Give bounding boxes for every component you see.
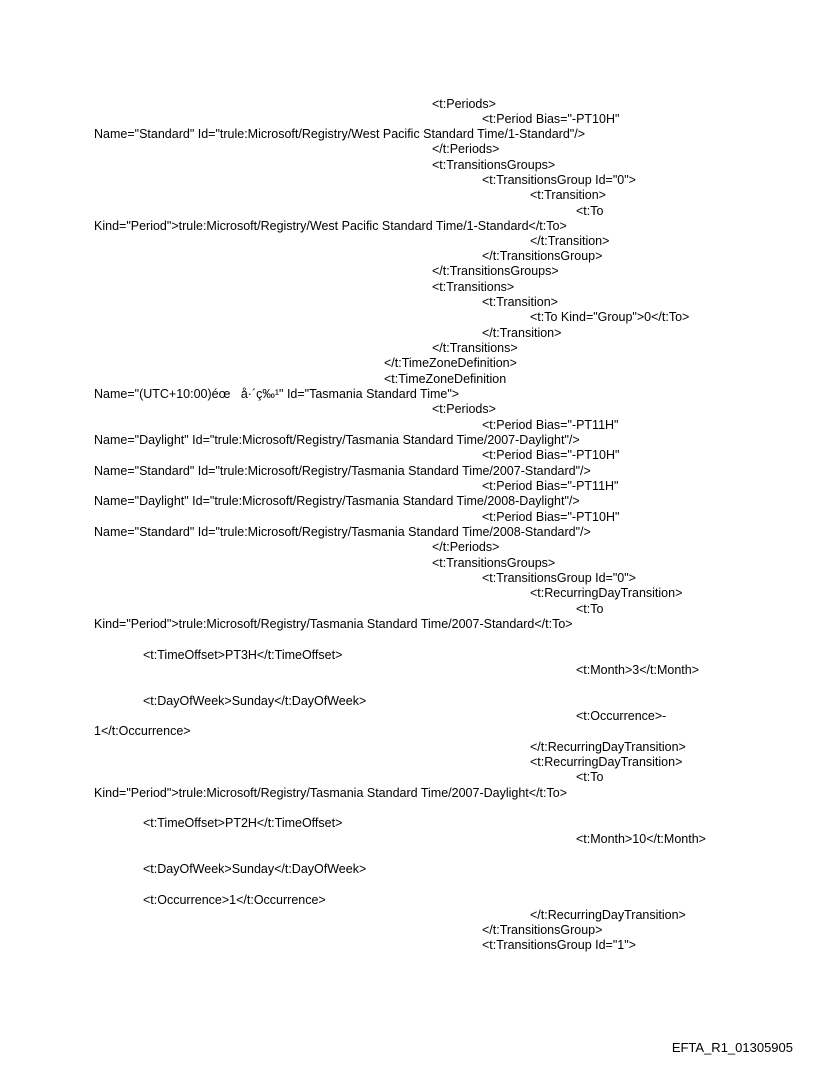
xml-line: <t:TransitionsGroups> — [432, 556, 556, 570]
xml-line: <t:RecurringDayTransition> — [530, 755, 683, 769]
xml-line: </t:Transition> — [530, 234, 610, 248]
xml-line: </t:Periods> — [432, 142, 500, 156]
xml-line: <t:To Kind="Group">0</t:To> — [530, 310, 690, 324]
xml-line: <t:TimeZoneDefinition — [384, 372, 507, 386]
xml-line: Name="(UTC+10:00)éœ å·´ç‰¹" Id="Tasmania Standard Time"> — [94, 387, 460, 401]
xml-line: Kind="Period">trule:Microsoft/Registry/Tasmania Standard Time/2007-Standard</t:To> — [94, 617, 573, 631]
xml-line: <t:TransitionsGroups> — [432, 158, 556, 172]
xml-line: </t:TransitionsGroup> — [482, 923, 603, 937]
xml-line: <t:Periods> — [432, 402, 496, 416]
xml-line: </t:Periods> — [432, 540, 500, 554]
xml-line: Kind="Period">trule:Microsoft/Registry/West Pacific Standard Time/1-Standard</t:To> — [94, 219, 567, 233]
xml-line: <t:Period Bias="-PT10H" — [482, 510, 620, 524]
xml-line: <t:To — [576, 204, 604, 218]
xml-line: <t:RecurringDayTransition> — [530, 586, 683, 600]
xml-line: 1</t:Occurrence> — [94, 724, 191, 738]
xml-line: Name="Standard" Id="trule:Microsoft/Registry/Tasmania Standard Time/2007-Standard"/> — [94, 464, 591, 478]
xml-line: <t:To — [576, 602, 604, 616]
xml-line: <t:Occurrence>- — [576, 709, 667, 723]
xml-line: <t:To — [576, 770, 604, 784]
xml-line: <t:Occurrence>1</t:Occurrence> — [143, 893, 326, 907]
xml-line: <t:Period Bias="-PT10H" — [482, 448, 620, 462]
xml-line: <t:DayOfWeek>Sunday</t:DayOfWeek> — [143, 694, 367, 708]
xml-line: <t:DayOfWeek>Sunday</t:DayOfWeek> — [143, 862, 367, 876]
xml-line: </t:TimeZoneDefinition> — [384, 356, 517, 370]
xml-line: </t:RecurringDayTransition> — [530, 908, 686, 922]
xml-line: </t:TransitionsGroup> — [482, 249, 603, 263]
xml-line: <t:TimeOffset>PT3H</t:TimeOffset> — [143, 648, 343, 662]
xml-line: Name="Standard" Id="trule:Microsoft/Registry/Tasmania Standard Time/2008-Standard"/> — [94, 525, 591, 539]
xml-line: <t:TransitionsGroup Id="0"> — [482, 173, 636, 187]
xml-line: <t:TransitionsGroup Id="1"> — [482, 938, 636, 952]
xml-line: <t:Month>10</t:Month> — [576, 832, 706, 846]
document-id-footer: EFTA_R1_01305905 — [671, 1040, 793, 1055]
xml-line: </t:TransitionsGroups> — [432, 264, 559, 278]
xml-line: Name="Daylight" Id="trule:Microsoft/Registry/Tasmania Standard Time/2007-Daylight"/> — [94, 433, 580, 447]
xml-line: Kind="Period">trule:Microsoft/Registry/Tasmania Standard Time/2007-Daylight</t:To> — [94, 786, 567, 800]
xml-line: <t:Period Bias="-PT10H" — [482, 112, 620, 126]
xml-line: </t:Transition> — [482, 326, 562, 340]
xml-line: <t:Periods> — [432, 97, 496, 111]
xml-line: <t:Period Bias="-PT11H" — [482, 479, 619, 493]
xml-line: <t:TransitionsGroup Id="0"> — [482, 571, 636, 585]
xml-line: <t:Transition> — [482, 295, 558, 309]
xml-line: <t:Period Bias="-PT11H" — [482, 418, 619, 432]
xml-line: Name="Standard" Id="trule:Microsoft/Registry/West Pacific Standard Time/1-Standard"/> — [94, 127, 585, 141]
xml-line: <t:TimeOffset>PT2H</t:TimeOffset> — [143, 816, 343, 830]
xml-line: Name="Daylight" Id="trule:Microsoft/Registry/Tasmania Standard Time/2008-Daylight"/> — [94, 494, 580, 508]
xml-line: <t:Month>3</t:Month> — [576, 663, 699, 677]
xml-line: <t:Transition> — [530, 188, 606, 202]
xml-line: </t:RecurringDayTransition> — [530, 740, 686, 754]
xml-line: </t:Transitions> — [432, 341, 518, 355]
xml-line: <t:Transitions> — [432, 280, 515, 294]
